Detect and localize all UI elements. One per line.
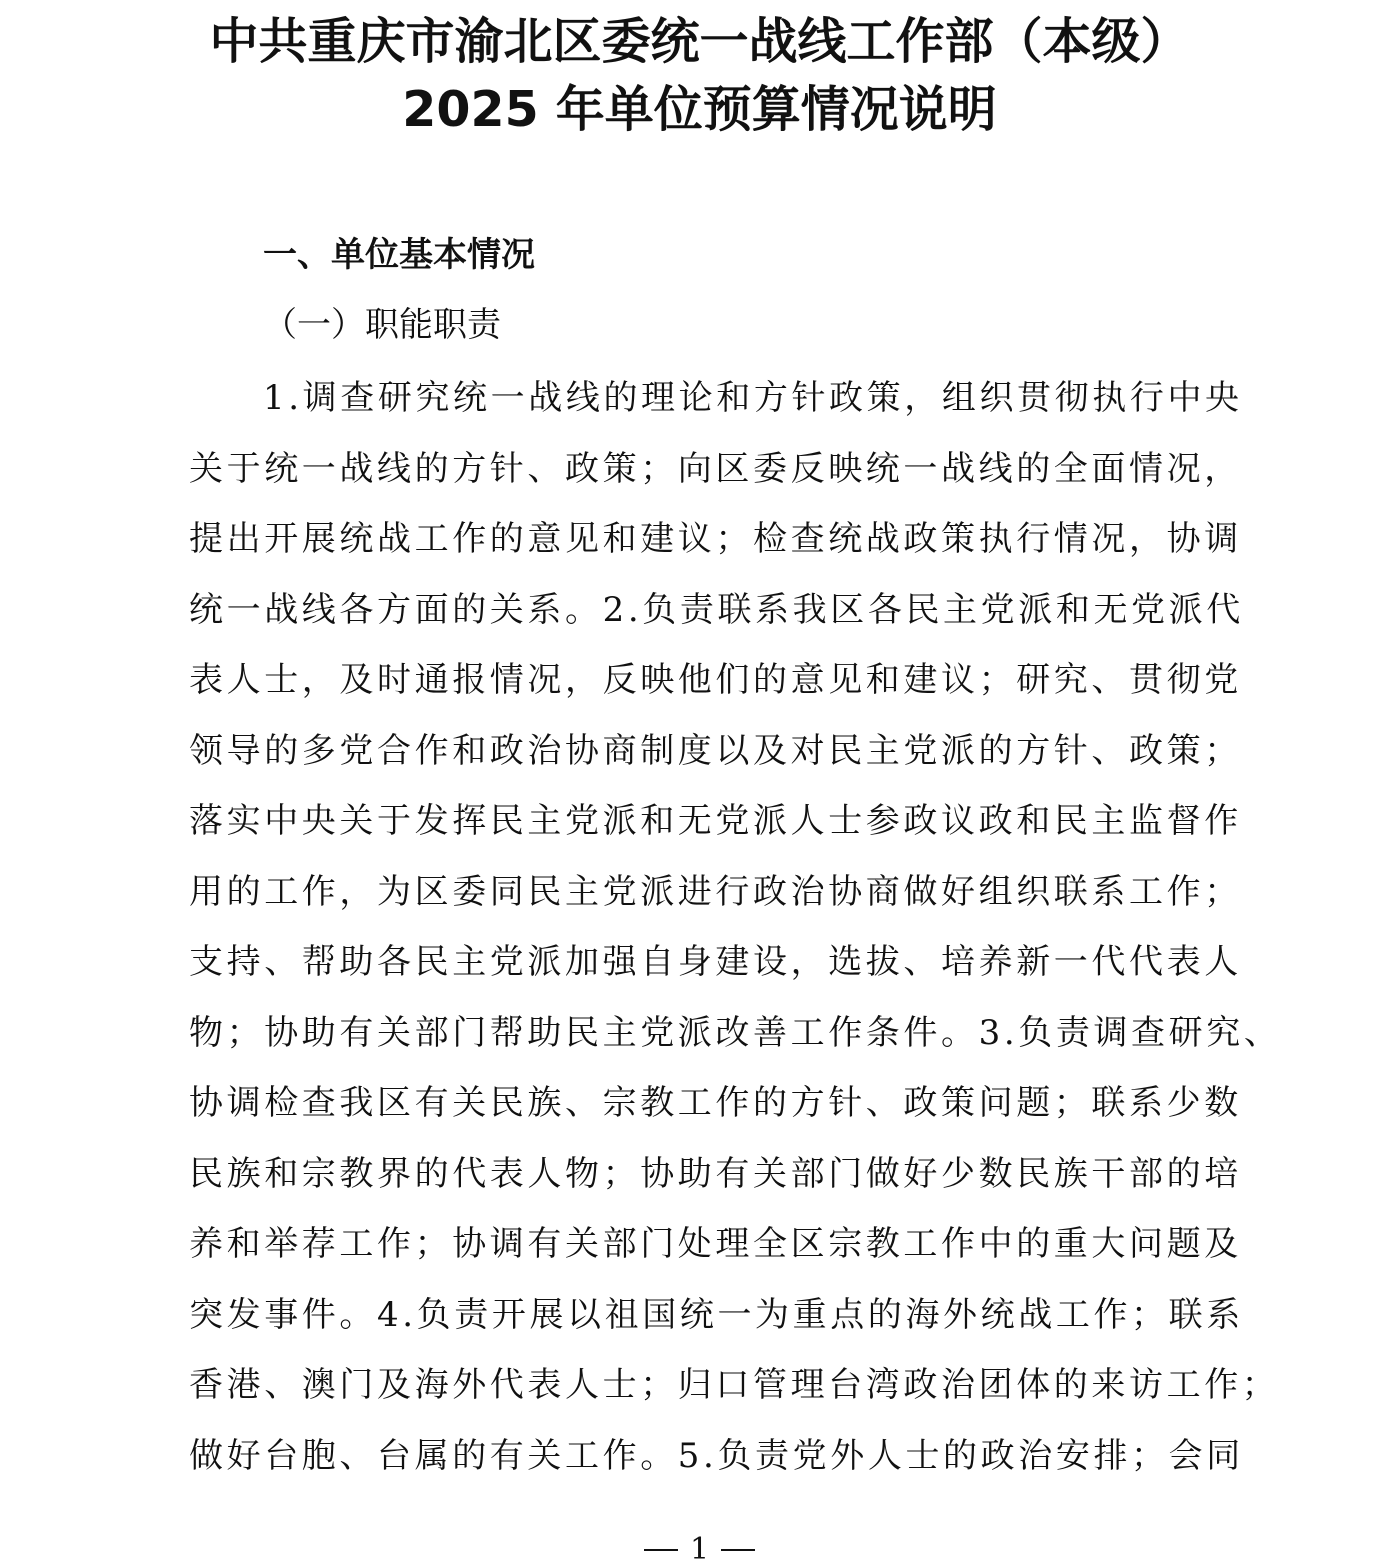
page-footer <box>0 1532 1399 1567</box>
body-line: 落实中央关于发挥民主党派和无党派人士参政议政和民主监督作 <box>189 801 1242 841</box>
body-line: 物；协助有关部门帮助民主党派改善工作条件。3.负责调查研究、 <box>189 1012 1282 1053</box>
footer-dash-left <box>644 1549 678 1551</box>
body-line: 统一战线各方面的关系。2.负责联系我区各民主党派和无党派代 <box>189 589 1244 630</box>
body-line: 关于统一战线的方针、政策；向区委反映统一战线的全面情况， <box>189 448 1242 489</box>
body-line: 1.调查研究统一战线的理论和方针政策，组织贯彻执行中央 <box>263 378 1243 418</box>
body-line: 协调检查我区有关民族、宗教工作的方针、政策问题；联系少数 <box>189 1083 1242 1123</box>
body-line: 突发事件。4.负责开展以祖国统一为重点的海外统战工作；联系 <box>189 1294 1244 1335</box>
body-paragraph <box>189 372 1289 1500</box>
body-line: 香港、澳门及海外代表人士；归口管理台湾政治团体的来访工作； <box>189 1365 1280 1405</box>
body-line: 用的工作，为区委同民主党派进行政治协商做好组织联系工作； <box>189 871 1242 912</box>
body-line: 做好台胞、台属的有关工作。5.负责党外人士的政治安排；会同 <box>189 1435 1244 1476</box>
title-line-2: 2025 年单位预算情况说明 <box>402 81 997 138</box>
body-line: 养和举荐工作；协调有关部门处理全区宗教工作中的重大问题及 <box>189 1224 1242 1264</box>
subsection-heading: （一）职能职责 <box>263 305 501 345</box>
body-line: 民族和宗教界的代表人物；协助有关部门做好少数民族干部的培 <box>189 1153 1242 1194</box>
footer-dash-right <box>721 1549 755 1551</box>
body-line: 支持、帮助各民主党派加强自身建设，选拔、培养新一代代表人 <box>189 942 1242 982</box>
title-line-1: 中共重庆市渝北区委统一战线工作部（本级） <box>209 13 1190 70</box>
body-line: 表人士，及时通报情况，反映他们的意见和建议；研究、贯彻党 <box>189 660 1242 700</box>
page-number: 1 <box>689 1532 710 1567</box>
document-title <box>0 8 1399 144</box>
section-heading: 一、单位基本情况 <box>263 235 535 275</box>
body-line: 领导的多党合作和政治协商制度以及对民主党派的方针、政策； <box>189 730 1242 771</box>
body-line: 提出开展统战工作的意见和建议；检查统战政策执行情况，协调 <box>189 519 1242 559</box>
